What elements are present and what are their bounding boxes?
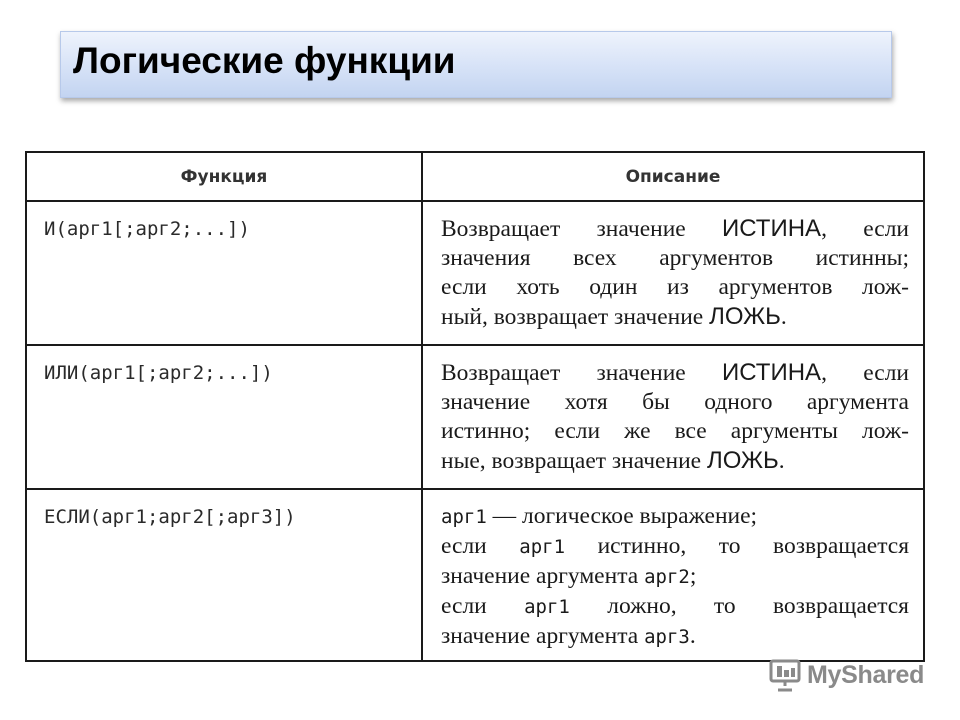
function-cell xyxy=(26,201,422,345)
description-line xyxy=(441,502,909,532)
description-line: значение хотя бы одного аргумента xyxy=(441,389,909,415)
text-run: . xyxy=(780,304,787,330)
description-line xyxy=(441,214,909,244)
function-cell xyxy=(26,345,422,489)
presentation-board-icon xyxy=(768,658,802,692)
keyword-true: ИСТИНА xyxy=(722,359,822,386)
text-run: . xyxy=(689,623,696,649)
description-line: истинно; если же все аргументы лож- xyxy=(441,418,909,444)
text-run: — логическое выражение; xyxy=(486,503,758,529)
description-line xyxy=(441,446,909,476)
text-run: ложно, то возвращается xyxy=(569,593,909,619)
header-description: Описание xyxy=(422,152,924,201)
description-line xyxy=(441,358,909,388)
description-and xyxy=(423,202,923,332)
description-cell xyxy=(422,201,924,345)
argument-name: арг1 xyxy=(524,596,570,618)
description-or xyxy=(423,346,923,476)
description-cell xyxy=(422,345,924,489)
function-cell xyxy=(26,489,422,661)
text-run: , если xyxy=(821,216,909,242)
description-line xyxy=(441,562,909,592)
text-run: , если xyxy=(821,360,909,386)
argument-name: арг1 xyxy=(441,506,487,528)
function-signature-if: ЕСЛИ(арг1;арг2[;арг3]) xyxy=(44,506,296,528)
argument-name: арг2 xyxy=(644,566,690,588)
table-row-and xyxy=(26,201,924,345)
text-run: истинно, то возвращается xyxy=(565,533,910,559)
text-run: Возвращает значение xyxy=(441,216,723,242)
keyword-false: ЛОЖЬ xyxy=(709,303,781,330)
function-signature-or: ИЛИ(арг1[;арг2;...]) xyxy=(44,362,273,384)
text-run: Возвращает значение xyxy=(441,360,723,386)
description-cell xyxy=(422,489,924,661)
title-banner xyxy=(60,31,892,98)
functions-table xyxy=(25,151,925,662)
keyword-false: ЛОЖЬ xyxy=(706,447,779,474)
text-run: ный, возвращает значение xyxy=(441,304,710,330)
description-line xyxy=(441,302,909,332)
text-run: значение аргумента xyxy=(441,623,645,649)
header-function: Функция xyxy=(26,152,422,201)
argument-name: арг1 xyxy=(519,536,566,558)
text-run: ные, возвращает значение xyxy=(441,448,707,474)
argument-name: арг3 xyxy=(644,626,690,648)
keyword-true: ИСТИНА xyxy=(722,215,822,242)
page-title: Логические функции xyxy=(73,40,456,81)
table-header-row xyxy=(26,152,924,201)
function-signature-and: И(арг1[;арг2;...]) xyxy=(44,218,250,240)
description-line: значения всех аргументов истинны; xyxy=(441,245,909,271)
table-row-or xyxy=(26,345,924,489)
watermark-text: MyShared xyxy=(807,660,925,689)
description-line xyxy=(441,622,909,652)
text-run: . xyxy=(778,448,785,474)
description-if xyxy=(423,490,923,652)
myshared-watermark xyxy=(768,656,924,694)
text-run: если xyxy=(441,533,520,559)
description-line xyxy=(441,592,909,622)
text-run: если xyxy=(441,593,525,619)
text-run: ; xyxy=(689,563,697,589)
description-line xyxy=(441,532,909,562)
description-line: если хоть один из аргументов лож- xyxy=(441,274,909,300)
table-row-if xyxy=(26,489,924,661)
text-run: значение аргумента xyxy=(441,563,645,589)
